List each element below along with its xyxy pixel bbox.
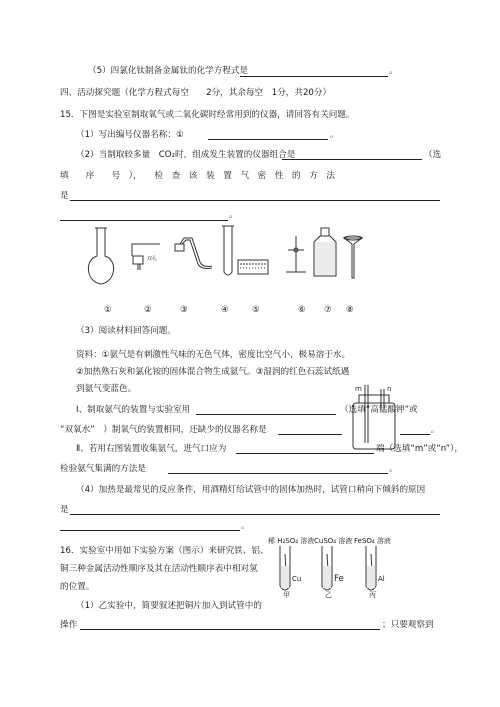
instrument-number-5: ⑤ xyxy=(252,305,260,315)
section-4-heading: 四、活动探究题（化学方程式每空 2分，其余每空 1分，共20分） xyxy=(60,88,332,98)
q-i-blank-reagent[interactable] xyxy=(196,414,336,415)
bent-delivery-tube-icon xyxy=(175,238,212,269)
q-ii-blank-check[interactable] xyxy=(168,473,388,474)
q16-observe-text: ；只要观察到 xyxy=(382,620,434,630)
metal-activity-test-tubes xyxy=(270,546,400,596)
q15-2-period: 。 xyxy=(229,210,238,220)
instrument-number-1: ① xyxy=(104,305,112,315)
port-m-label: m xyxy=(355,385,362,393)
q16-1-text: （1）乙实验中，简要叙述把铜片加入到试管中的 xyxy=(76,601,262,611)
iron-stand-icon xyxy=(286,236,306,272)
q-ii-check-text: 检验氨气集满的方法是 xyxy=(60,464,146,474)
gas-collecting-bottle-icon xyxy=(314,228,336,276)
tube-bing-metal: Al xyxy=(378,575,385,583)
q16-operation-label: 操作 xyxy=(60,620,78,630)
tube-yi-metal: Fe xyxy=(334,574,344,584)
q5-text: （5）四氯化钛制备金属钛的化学方程式是 xyxy=(88,66,249,76)
material-line-2: ②加热熟石灰和氯化铵的固体混合物生成氨气。③湿润的红色石蕊试纸遇 xyxy=(76,367,350,377)
q15-2-text: （2）当制取较多量 CO₂时，组成发生装置的仪器组合是 xyxy=(76,150,296,160)
q-ii-blank-inlet[interactable] xyxy=(236,453,374,454)
tube-jia-metal: Cu xyxy=(292,575,302,583)
q15-2-select-text: （选 xyxy=(424,150,442,160)
port-n-label: n xyxy=(387,385,392,393)
q15-1-blank[interactable] xyxy=(208,139,328,140)
q15-intro: 15．下图是实验室制取氧气或二氧化碳时经常用到的仪器，请回答有关问题。 xyxy=(60,110,355,120)
q15-4-blank-1[interactable] xyxy=(70,514,440,515)
q15-2-blank-combination[interactable] xyxy=(282,159,422,160)
instrument-number-2: ② xyxy=(144,305,152,315)
instrument-number-4: ④ xyxy=(221,305,229,315)
q15-4-is-text: 是 xyxy=(60,505,69,515)
q-ii-text: Ⅱ、若用右图装置收集氨气，进气口应为 xyxy=(76,444,227,454)
lab-instruments-figure xyxy=(0,220,500,310)
material-line-3: 到氨气变蓝色。 xyxy=(76,384,137,394)
water-trough-icon xyxy=(238,260,268,274)
q-ii-select-text: 端（选填“m”或“n”）， xyxy=(376,444,464,454)
q15-2-blank-method-1[interactable] xyxy=(70,200,440,201)
q15-3-text: （3）阅读材料回答问题。 xyxy=(76,326,176,336)
instrument-number-8: ⑧ xyxy=(346,305,354,315)
q15-1-text: （1）写出编号仪器名称：① xyxy=(76,130,184,140)
q15-4-text: （4）加热是最常见的反应条件，用酒精灯给试管中的固体加热时，试管口稍向下倾斜的原因 xyxy=(76,485,426,495)
material-line-1: 资料：①氨气是有刺激性气味的无色气体，密度比空气小，极易溶于水。 xyxy=(76,350,351,360)
q-i-period: 。 xyxy=(431,425,440,435)
tube-jia-label: 甲 xyxy=(283,591,290,599)
q16-line-2: 铜三种金属活动性顺序及其在活动性顺序表中相对氢 xyxy=(60,564,258,574)
q-i-blank-instrument-tail[interactable] xyxy=(400,434,430,435)
q16-line-1: 16．实验室中用如下实验方案（图示）来研究铁、铝、 xyxy=(60,546,269,556)
tube-yi-label: 乙 xyxy=(325,591,332,599)
q16-operation-blank[interactable] xyxy=(80,629,380,630)
q-i-blank-instrument[interactable] xyxy=(278,434,342,435)
instrument-number-7: ⑦ xyxy=(324,305,332,315)
q-i-text: Ⅰ、制取氨气的装置与实验室用 xyxy=(76,405,191,415)
stopper-label: 双孔 xyxy=(147,256,158,262)
q15-2-is-text: 是 xyxy=(60,191,69,201)
q15-2-method-text: 填 序 号 ）， 检 查 该 装 置 气 密 性 的 方 法 xyxy=(60,171,335,181)
q-i-instrument-text: “双氧水” ）制氧气的装置相同，还缺少的仪器名称是 xyxy=(60,425,267,435)
test-tube-icon xyxy=(222,226,234,275)
q16-line-3: 的位置。 xyxy=(60,582,95,592)
q15-4-period: 。 xyxy=(241,521,250,531)
q-i-select-text: （选填“高锰酸钾”或 xyxy=(340,405,418,415)
tube-bing-label: 丙 xyxy=(369,591,376,599)
q15-4-blank-2[interactable] xyxy=(60,530,240,531)
instrument-number-3: ③ xyxy=(180,305,188,315)
q5-answer-blank[interactable] xyxy=(240,76,388,77)
q-ii-period: 。 xyxy=(389,464,398,474)
q15-1-period: 。 xyxy=(330,130,339,140)
round-bottom-flask-icon xyxy=(88,228,113,284)
tube-yi-reagent: CuSO₄ 溶液 xyxy=(314,537,353,545)
tube-bing-reagent: FeSO₄ 溶液 xyxy=(354,537,391,545)
instrument-number-6: ⑥ xyxy=(298,305,306,315)
q5-period: 。 xyxy=(389,66,398,76)
tube-jia-reagent: 稀 H₂SO₄ 溶液 xyxy=(268,537,315,545)
long-neck-funnel-icon xyxy=(344,236,362,278)
